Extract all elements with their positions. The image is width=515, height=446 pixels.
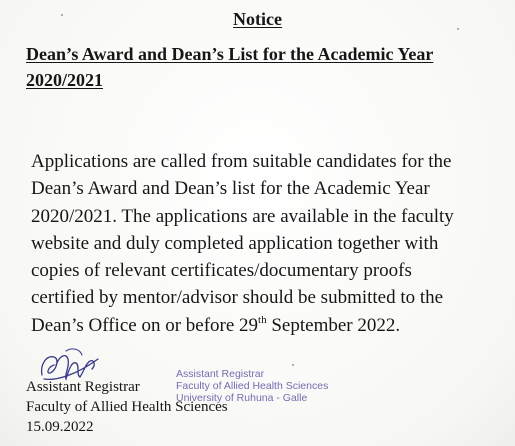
signature-block bbox=[26, 377, 228, 437]
deadline-text: Dean’s Office on or before 29 bbox=[31, 314, 259, 336]
paper-speck bbox=[61, 14, 63, 16]
stamp-line1: Assistant Registrar bbox=[176, 368, 265, 380]
stamp-line2: Faculty of Allied Health Sciences bbox=[176, 380, 329, 392]
paper-speck bbox=[292, 364, 294, 366]
body-last-line bbox=[31, 312, 501, 339]
signatory-role: Assistant Registrar bbox=[26, 379, 140, 395]
notice-date: 15.09.2022 bbox=[26, 419, 94, 435]
body-line: Dean’s Award and Dean’s list for the Academic Year bbox=[31, 178, 430, 200]
body-line: certified by mentor/advisor should be submitted to the bbox=[31, 287, 444, 309]
body-line: Applications are called from suitable candidates for the bbox=[31, 151, 452, 172]
notice-title bbox=[26, 41, 496, 93]
deadline-month: September 2022. bbox=[266, 314, 401, 336]
body-line: website and duly completed application together with bbox=[31, 232, 439, 254]
notice-title-line2: 2020/2021 bbox=[26, 70, 104, 90]
body-line: copies of relevant certificates/documentary proofs bbox=[31, 260, 412, 282]
notice-heading: Notice bbox=[233, 9, 282, 29]
notice-title-line1: Dean’s Award and Dean’s List for the Academic Year bbox=[26, 44, 434, 64]
body-line: 2020/2021. The applications are available in the faculty bbox=[31, 205, 454, 227]
ordinal-suffix: th bbox=[258, 313, 267, 326]
notice-body bbox=[31, 148, 501, 339]
signatory-faculty: Faculty of Allied Health Sciences bbox=[26, 399, 228, 415]
paper-speck bbox=[457, 28, 459, 30]
stamp-line3: University of Ruhuna - Galle bbox=[176, 392, 308, 404]
